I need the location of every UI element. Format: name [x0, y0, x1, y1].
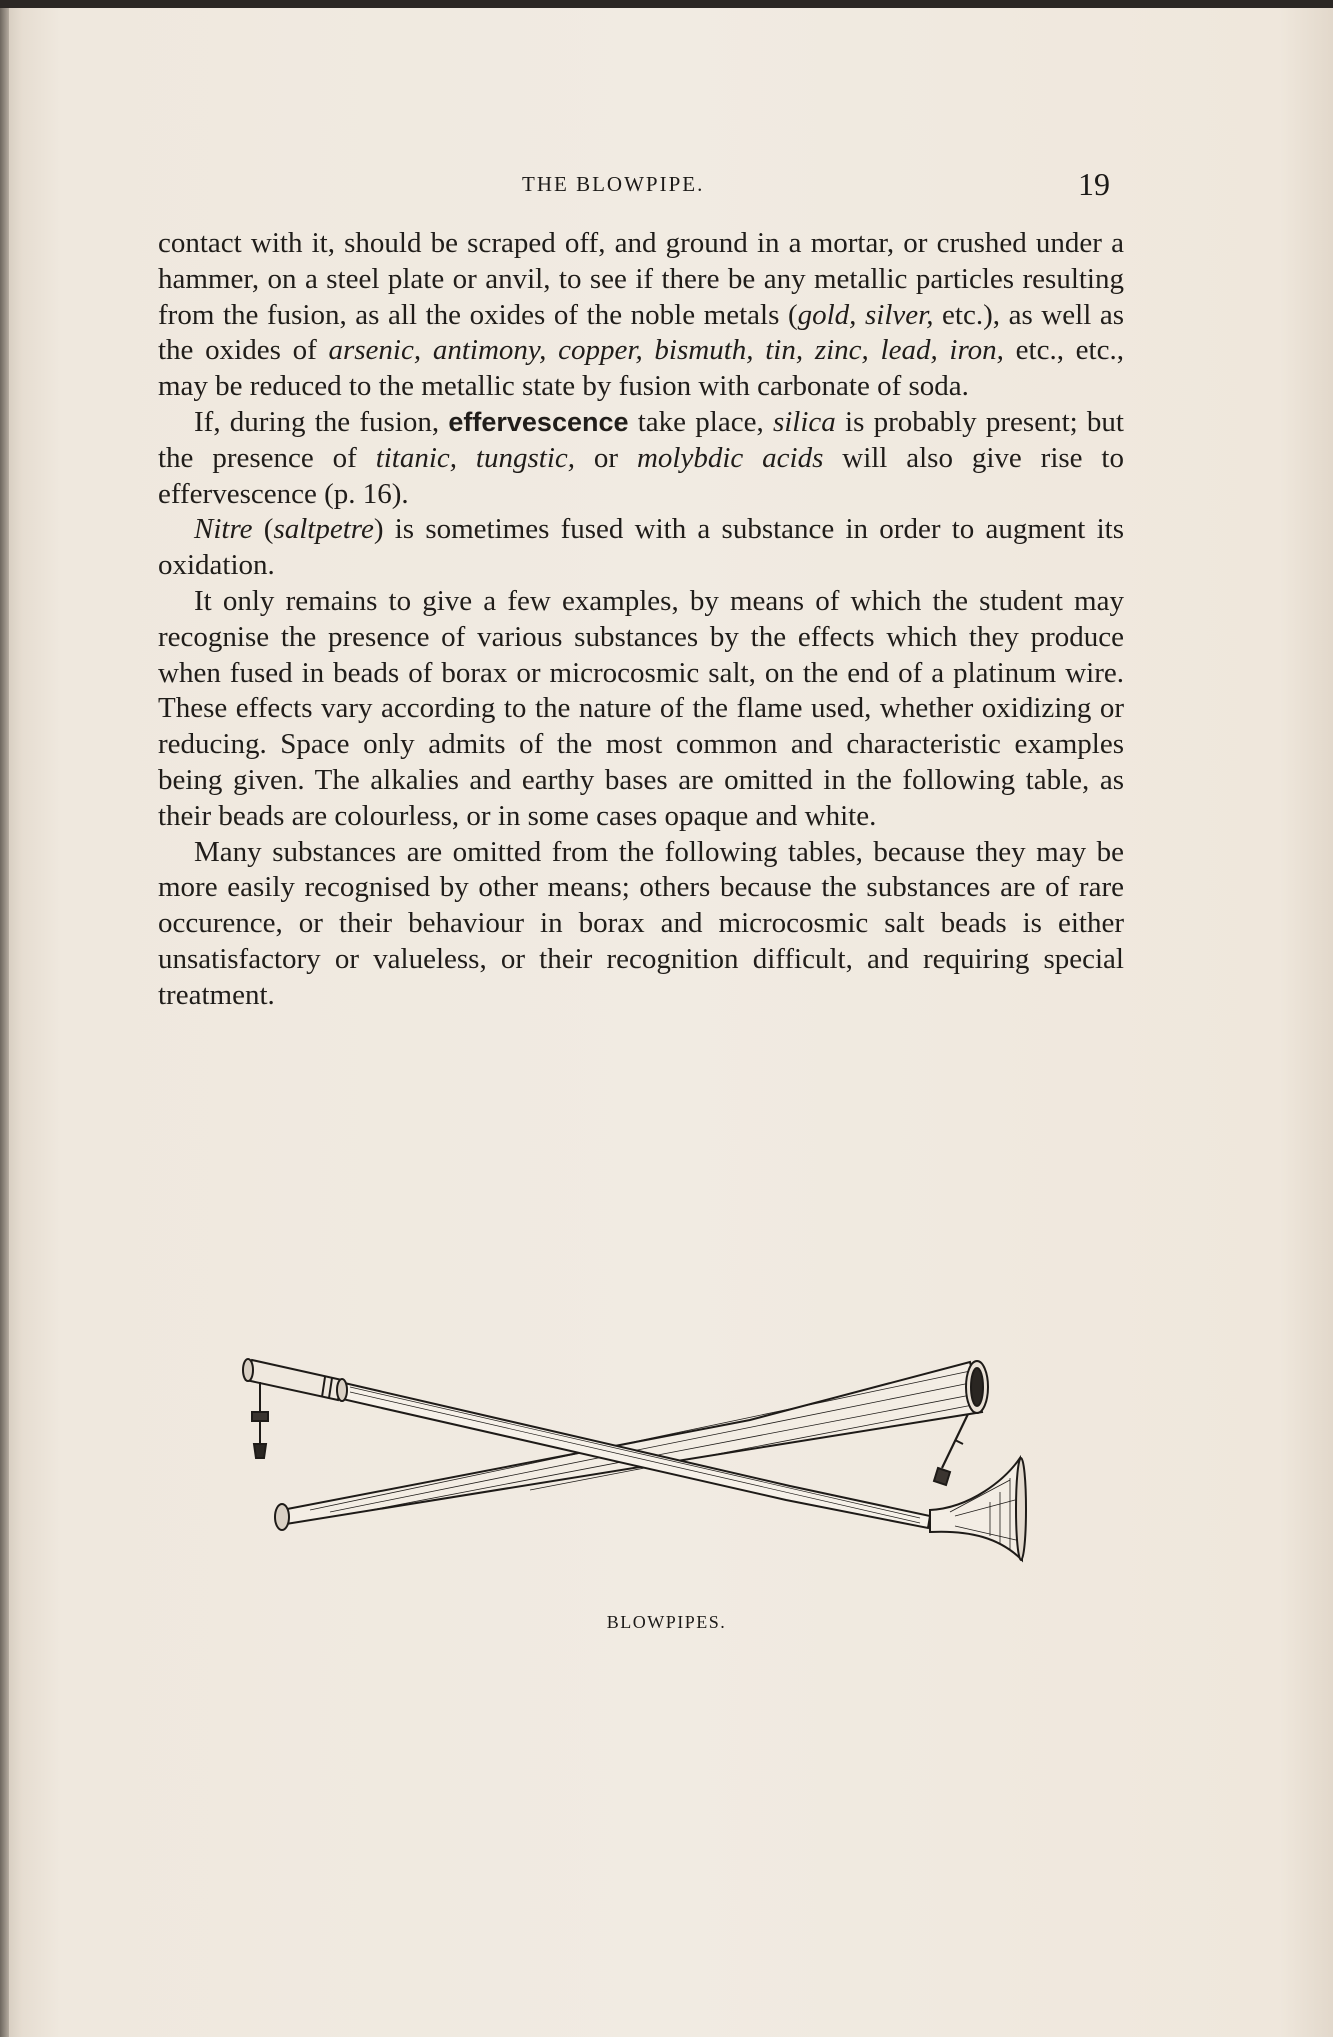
- text-run: contact with it, should be scraped off, and ground in a mortar, or crushed under a hammer, on a steel plate or anvil, to see if there be any metallic particles resulting from the fusion, as all the oxides of the noble metals (: [158, 227, 1124, 331]
- text-run: etc., etc., may be reduced to the metallic state by fusion with carbonate of soda.: [158, 334, 1124, 403]
- text-run: effervescence: [448, 406, 629, 437]
- paragraph: [158, 512, 1124, 584]
- body-text: [158, 226, 1124, 1014]
- text-run: take place,: [628, 405, 773, 438]
- italic-text: molybdic acids: [636, 441, 824, 474]
- paragraph: [158, 405, 1124, 512]
- text-run: It only remains to give a few examples, by means of which the student may recognise the presence of various substances by the effects which they produce when fused in beads of borax or microcosmic salt, on the end of a platinum wire. These effects vary according to the nature of the flame used, whether oxidizing or reducing. Space only admits of the most common and characteristic examples being given. The alkalies and earthy bases are omitted in the following table, as their beads are colourless, or in some cases opaque and white.: [158, 584, 1124, 832]
- italic-text: gold, silver,: [797, 298, 934, 331]
- italic-text: saltpetre: [273, 513, 374, 546]
- figure-caption: BLOWPIPES.: [606, 1612, 727, 1632]
- paragraph: [158, 835, 1124, 1014]
- crossed-blowpipes-icon: [230, 1340, 1030, 1600]
- text-run: etc.), as well as the oxides of: [158, 298, 1124, 367]
- text-run: will also give rise to effervescence (p. 16).: [158, 441, 1124, 510]
- paragraph: [158, 584, 1124, 835]
- page-top-edge: [0, 0, 1333, 8]
- blowpipes-illustration: [230, 1340, 1030, 1600]
- italic-text: arsenic, antimony, copper, bismuth, tin, zinc, lead, iron,: [328, 334, 1004, 367]
- text-run: (: [252, 513, 274, 546]
- running-head: [0, 166, 1333, 206]
- page-number: 19: [1078, 166, 1110, 202]
- italic-text: silica: [772, 405, 836, 438]
- text-run: is probably present; but the presence of: [158, 405, 1124, 474]
- paragraph: [158, 226, 1124, 405]
- running-head-title: THE BLOWPIPE.: [522, 172, 705, 196]
- text-run: If, during the fusion,: [194, 405, 449, 438]
- italic-text: titanic, tungstic,: [375, 441, 576, 474]
- text-run: Many substances are omitted from the following tables, because they may be more easily recognised by other means; others because the substances are of rare occurence, or their behaviour in borax and microcosmic salt beads is either unsatisfactory or valueless, or their recognition difficult, and requiring special treatment.: [158, 835, 1124, 1011]
- text-run: or: [575, 441, 637, 474]
- italic-text: Nitre: [194, 513, 253, 546]
- text-run: ) is sometimes fused with a substance in order to augment its oxidation.: [158, 513, 1124, 582]
- page-spine-shadow: [0, 8, 9, 2037]
